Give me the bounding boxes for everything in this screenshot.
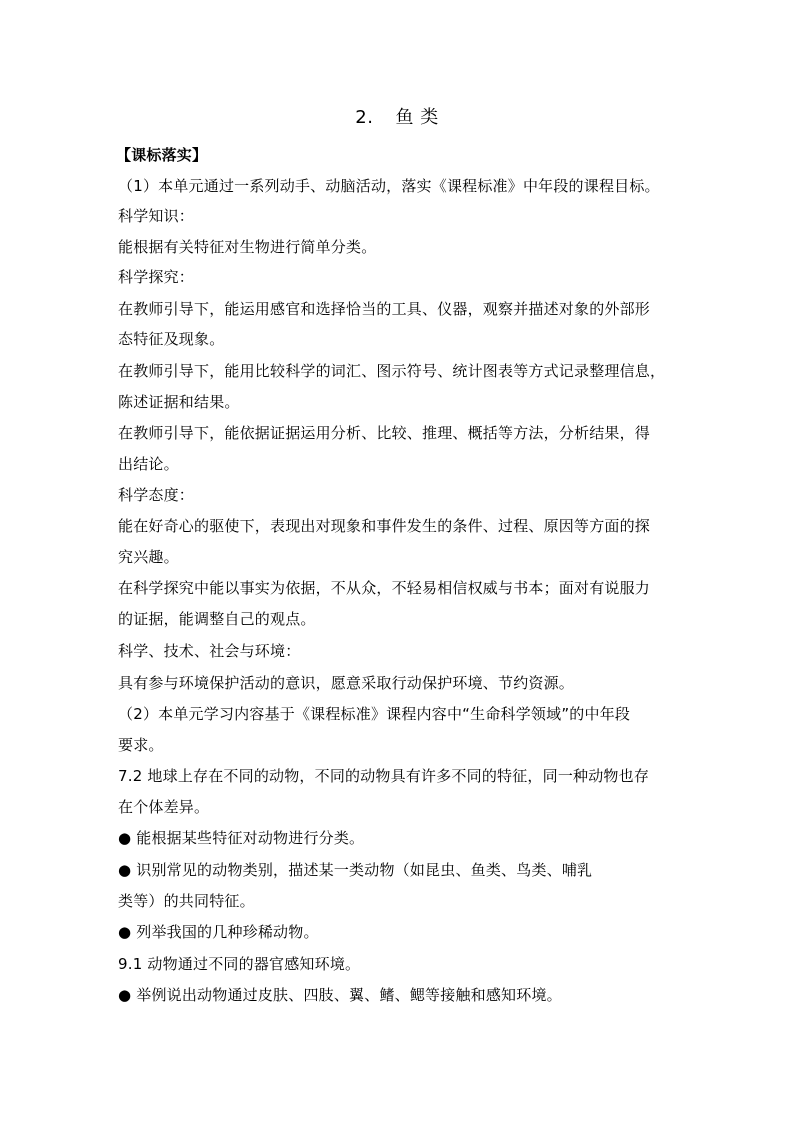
paragraph-line: 科学知识： <box>118 207 195 225</box>
paragraph-line: 具有参与环境保护活动的意识，愿意采取行动保护环境、节约资源。 <box>118 674 575 692</box>
bullet-item: ● 列举我国的几种珍稀动物。 <box>118 923 319 941</box>
paragraph-line: 科学探究： <box>118 268 195 286</box>
paragraph-line: 科学态度： <box>118 486 195 504</box>
paragraph-line: 的证据，能调整自己的观点。 <box>118 610 316 628</box>
paragraph-line: 能在好奇心的驱使下，表现出对现象和事件发生的条件、过程、原因等方面的探 <box>118 517 651 535</box>
paragraph-line: 在科学探究中能以事实为依据，不从众，不轻易相信权威与书本；面对有说服力 <box>118 579 651 597</box>
title-number: 2. <box>355 107 374 128</box>
paragraph-line: 能根据有关特征对生物进行简单分类。 <box>118 238 377 256</box>
paragraph-line: （2）本单元学习内容基于《课程标准》课程内容中“生命科学领域”的中年段 <box>118 705 631 723</box>
paragraph-line: 9.1 动物通过不同的器官感知环境。 <box>118 955 361 973</box>
paragraph-line: 态特征及现象。 <box>118 330 225 348</box>
paragraph-line: 出结论。 <box>118 455 179 473</box>
paragraph-line: 陈述证据和结果。 <box>118 393 240 411</box>
paragraph-line: 究兴趣。 <box>118 548 179 566</box>
paragraph-line: 在教师引导下，能运用感官和选择恰当的工具、仪器，观察并描述对象的外部形 <box>118 300 651 318</box>
section-heading: 【课标落实】 <box>116 146 208 164</box>
paragraph-line: 在个体差异。 <box>118 798 210 816</box>
paragraph-line: 7.2 地球上存在不同的动物，不同的动物具有许多不同的特征，同一种动物也存 <box>118 767 650 785</box>
bullet-item: ● 举例说出动物通过皮肤、四肢、翼、鳍、鳃等接触和感知环境。 <box>118 986 562 1004</box>
paragraph-line: 科学、技术、社会与环境： <box>118 642 301 660</box>
page-title <box>0 104 794 132</box>
paragraph-line: （1）本单元通过一系列动手、动脑活动，落实《课程标准》中年段的课程目标。 <box>118 177 660 195</box>
paragraph-line: 在教师引导下，能用比较科学的词汇、图示符号、统计图表等方式记录整理信息， <box>118 362 666 380</box>
title-text: 鱼 类 <box>395 107 439 128</box>
bullet-item: ● 识别常见的动物类别，描述某一类动物（如昆虫、鱼类、鸟类、哺乳 <box>118 861 593 879</box>
bullet-item-continuation: 类等）的共同特征。 <box>118 892 255 910</box>
paragraph-line: 要求。 <box>118 736 164 754</box>
bullet-item: ● 能根据某些特征对动物进行分类。 <box>118 829 365 847</box>
paragraph-line: 在教师引导下，能依据证据运用分析、比较、推理、概括等方法，分析结果，得 <box>118 424 651 442</box>
